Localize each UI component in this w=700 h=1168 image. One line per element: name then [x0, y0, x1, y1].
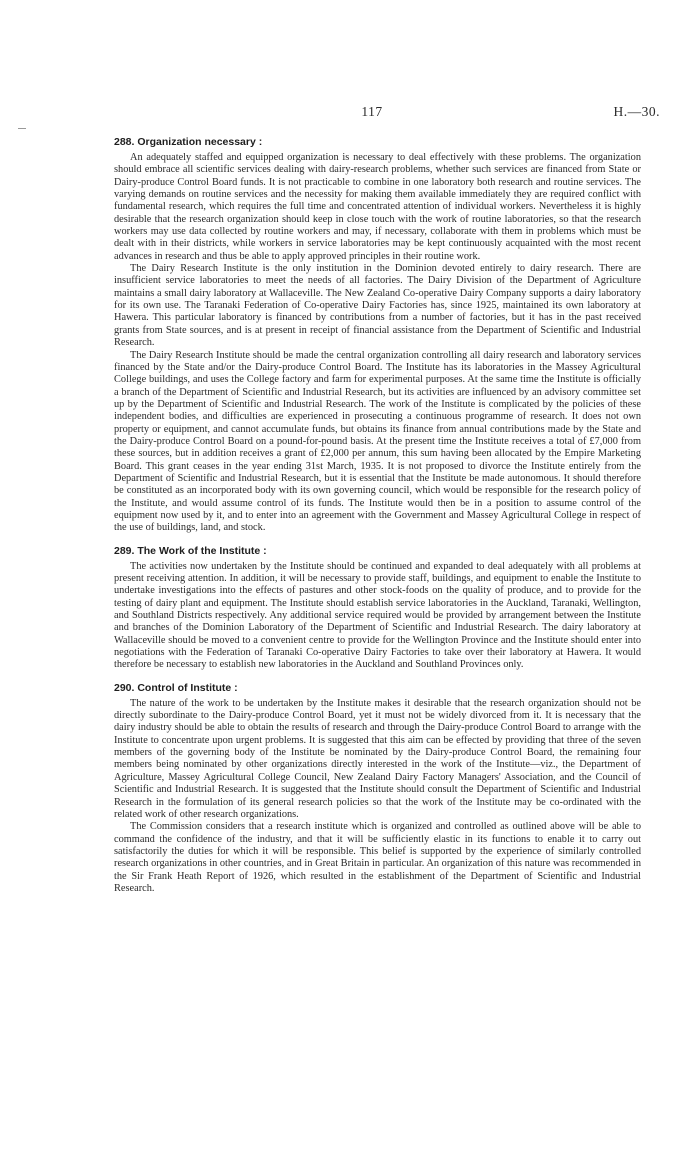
section-290-control-of-institute: [114, 682, 641, 896]
paragraph: The nature of the work to be undertaken by the Institute makes it desirable that the research organization should not be directly subordinate to the Dairy-produce Control Board, yet it must not be widely divorced from it. It is necessary that the dairy industry should be able to obtain the results of research and through the Dairy-produce Control Board to arrange with the Institute to concentrate upon urgent problems. It is suggested that this aim can be effected by providing that three of the seven members of the governing body of the Institute be nominated by the Dairy-produce Control Board, the remaining four members being nominated by other organizations directly interested in the work of the Institute—viz., the Department of Agriculture, Massey Agricultural College Council, New Zealand Dairy Factory Managers' Association, and the Council of Scientific and Industrial Research. It is suggested that the Institute should consult the Department of Scientific and Industrial Research in the formulation of its general research policies so that the work of the Institute may be co-ordinated with the related work of other research organizations.: [114, 697, 641, 820]
page-number: 117: [361, 104, 383, 119]
margin-mark: [18, 128, 26, 129]
paragraph: An adequately staffed and equipped organization is necessary to deal effectively with these problems. The organization should embrace all scientific services dealing with dairy-research problems, whether such services are financed from State or Dairy-produce Control Board funds. It is not practicable to combine in one laboratory both research and routine services. The varying demands on routine services and the necessity for making them available immediately they are required conflict with fundamental research, which requires the full time and concentrated attention of individual workers. Nevertheless it is highly desirable that the research organization should keep in close touch with the work of routine laboratories, so that the research workers may use data collected by routine workers and may, if necessary, collaborate with them in problems which must be dealt with in their districts, while workers in service laboratories may be kept continuously acquainted with the most recent advances in research and thus be able to apply approved principles in their routine work.: [114, 152, 641, 262]
paragraph: The Dairy Research Institute is the only institution in the Dominion devoted entirely to dairy research. There are insufficient service laboratories to meet the needs of all factories. The Dairy Division of the Department of Agriculture maintains a small dairy laboratory at Wallaceville. The New Zealand Co-operative Dairy Company supports a dairy laboratory for its own use. The Taranaki Federation of Co-operative Dairy Factories has, since 1925, maintained its own laboratory at Hawera. This particular laboratory is financed by contributions from a number of factories, but it has in the past received grants from State sources, and is at present in receipt of financial assistance from the Department of Scientific and Industrial Research.: [114, 263, 641, 349]
section-288-organization-necessary: [114, 136, 641, 535]
paragraph: The Dairy Research Institute should be made the central organization controlling all dairy research and laboratory services financed by the State and/or the Dairy-produce Control Board. The Institute has its laboratories in the Massey Agricultural College buildings, and uses the College factory and farm for experimental purposes. At the same time the Institute is officially a branch of the Department of Scientific and Industrial Research, but its activities are influenced by an advisory committee set up by the Department of Scientific and Industrial Research. The work of the Institute is complicated by the policies of these independent bodies, and difficulties are experienced in prosecuting a continuous programme of research. It does not own property or equipment, and cannot accumulate funds, but obtains its finance from annual contributions made by the State and the Dairy-produce Control Board on a pound-for-pound basis. At the present time the Institute receives a total of £7,000 from these sources, but in addition receives a grant of £2,000 per annum, this sum having been allocated by the Empire Marketing Board. This grant ceases in the year ending 31st March, 1935. It is not proposed to divorce the Institute entirely from the Department of Scientific and Industrial Research, but it is essential that the Institute be made autonomous. It should therefore be constituted as an incorporated body with its own governing council, which would be responsible for the research policy of the Institute, and would assume control of its funds. The Institute would then be in a position to assume control of the equipment now used by it, and to enter into an agreement with the Government and Massey Agricultural College in respect of the use of buildings, land, and stock.: [114, 349, 641, 534]
section-heading: 290. Control of Institute :: [114, 681, 238, 694]
section-heading: 288. Organization necessary :: [114, 136, 263, 148]
section-289-work-of-institute: [114, 545, 641, 672]
paragraph: The activities now undertaken by the Institute should be continued and expanded to deal adequately with all problems at present receiving attention. In addition, it will be necessary to provide staff, buildings, and equipment to enable the Institute to undertake investigations into the effects of pastures and other stock-foods on the quality of produce, and to provide for the testing of dairy plant and equipment. The Institute should establish service laboratories in the Auckland, Taranaki, Wellington, and Southland Districts respectively. Any additional service required would be provided by arrangement between the Institute and branches of the Dominion Laboratory of the Department of Scientific and Industrial Research. The dairy laboratory at Wallaceville should be moved to a convenient centre to provide for the Wellington Province and the Institute should enter into negotiations with the Federation of Taranaki Co-operative Dairy Factories to take over their laboratory at Hawera. It would therefore be necessary to establish new laboratories in the Auckland and Southland Provinces only.: [114, 560, 641, 671]
paragraph: The Commission considers that a research institute which is organized and controlled as outlined above will be able to command the confidence of the industry, and that it will be sufficiently elastic in its functions to enable it to carry out satisfactorily the duties for which it will be responsible. This belief is supported by the experience of similarly controlled research organizations in other countries, and in Great Britain in particular. An organization of this nature was recommended in the Sir Frank Heath Report of 1926, which resulted in the establishment of the Department of Scientific and Industrial Research.: [114, 821, 641, 894]
document-reference: H.—30.: [613, 104, 660, 119]
document-body: [114, 136, 641, 905]
section-heading: 289. The Work of the Institute :: [114, 544, 267, 557]
